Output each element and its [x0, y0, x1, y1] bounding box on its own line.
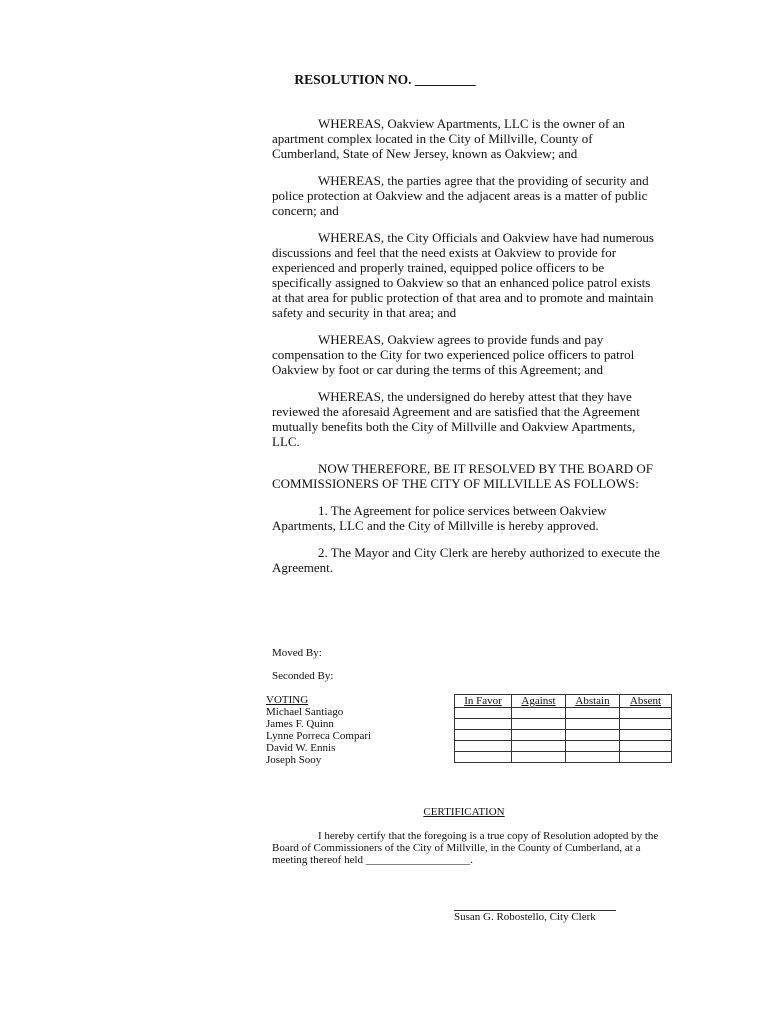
vote-cell — [512, 730, 566, 741]
whereas-paragraph-3: WHEREAS, the City Officials and Oakview have had numerous discussions and feel that the need exists at Oakview to provide for experienced and properly trained, equipped police officers to be specifically assigned to Oakview so that an enhanced police patrol exists at that area for public protection of that area and to promote and maintain safety and security in that area; and — [272, 230, 654, 320]
vote-cell — [566, 708, 620, 719]
voting-heading: VOTING — [266, 694, 309, 706]
resolution-title: RESOLUTION NO. _________ — [294, 72, 476, 87]
voting-member: Michael Santiago — [266, 706, 344, 718]
vote-cell — [455, 741, 512, 752]
vote-cell — [455, 730, 512, 741]
whereas-paragraph-4: WHEREAS, Oakview agrees to provide funds and pay compensation to the City for two experienced police officers to patrol Oakview by foot or car during the terms of this Agreement; and — [272, 332, 635, 377]
resolution-body — [272, 116, 660, 587]
vote-cell — [620, 741, 672, 752]
vote-cell — [620, 719, 672, 730]
voting-member: Joseph Sooy — [266, 754, 322, 766]
vote-cell — [620, 752, 672, 763]
moved-by-label: Moved By: — [272, 647, 322, 659]
vote-cell — [620, 708, 672, 719]
vote-cell — [566, 741, 620, 752]
vote-cell — [620, 730, 672, 741]
vote-cell — [455, 708, 512, 719]
voting-member: Lynne Porreca Compari — [266, 730, 372, 742]
vote-table — [454, 694, 672, 763]
whereas-paragraph-2: WHEREAS, the parties agree that the providing of security and police protection at Oakview and the adjacent areas is a matter of public concern; and — [272, 173, 649, 218]
table-row — [455, 741, 672, 752]
table-row — [455, 730, 672, 741]
certification-body — [272, 830, 672, 866]
table-row — [455, 708, 672, 719]
column-abstain: Abstain — [566, 695, 620, 708]
voting-member: James F. Quinn — [266, 718, 334, 730]
column-against: Against — [512, 695, 566, 708]
vote-cell — [512, 719, 566, 730]
voting-member: David W. Ennis — [266, 742, 336, 754]
vote-cell — [566, 719, 620, 730]
vote-cell — [512, 708, 566, 719]
table-row — [455, 719, 672, 730]
vote-cell — [566, 752, 620, 763]
whereas-paragraph-5: WHEREAS, the undersigned do hereby attest that they have reviewed the aforesaid Agreement and are satisfied that the Agreement mutually benefits both the City of Millville and Oakview Apartments, LLC. — [272, 389, 640, 449]
signature-name: Susan G. Robostello, City Clerk — [454, 911, 596, 923]
voting-list — [266, 694, 371, 766]
seconded-by-label: Seconded By: — [272, 670, 334, 682]
vote-cell — [455, 752, 512, 763]
column-absent: Absent — [620, 695, 672, 708]
whereas-paragraph-1: WHEREAS, Oakview Apartments, LLC is the owner of an apartment complex located in the City of Millville, County of Cumberland, State of New Jersey, known as Oakview; and — [272, 116, 625, 161]
vote-table-header — [455, 695, 672, 708]
vote-cell — [512, 741, 566, 752]
vote-cell — [455, 719, 512, 730]
resolved-heading: NOW THEREFORE, BE IT RESOLVED BY THE BOARD OF COMMISSIONERS OF THE CITY OF MILLVILLE AS FOLLOWS: — [272, 461, 654, 491]
certification-text: I hereby certify that the foregoing is a true copy of Resolution adopted by the Board of Commissioners of the City of Millville, in the County of Cumberland, at a meeting thereof held ___________________. — [272, 830, 659, 866]
table-row — [455, 752, 672, 763]
resolved-item-2: 2. The Mayor and City Clerk are hereby authorized to execute the Agreement. — [272, 545, 660, 575]
vote-cell — [512, 752, 566, 763]
certification-title: CERTIFICATION — [423, 806, 505, 818]
resolved-item-1: 1. The Agreement for police services between Oakview Apartments, LLC and the City of Millville is hereby approved. — [272, 503, 607, 533]
column-in-favor: In Favor — [455, 695, 512, 708]
vote-cell — [566, 730, 620, 741]
